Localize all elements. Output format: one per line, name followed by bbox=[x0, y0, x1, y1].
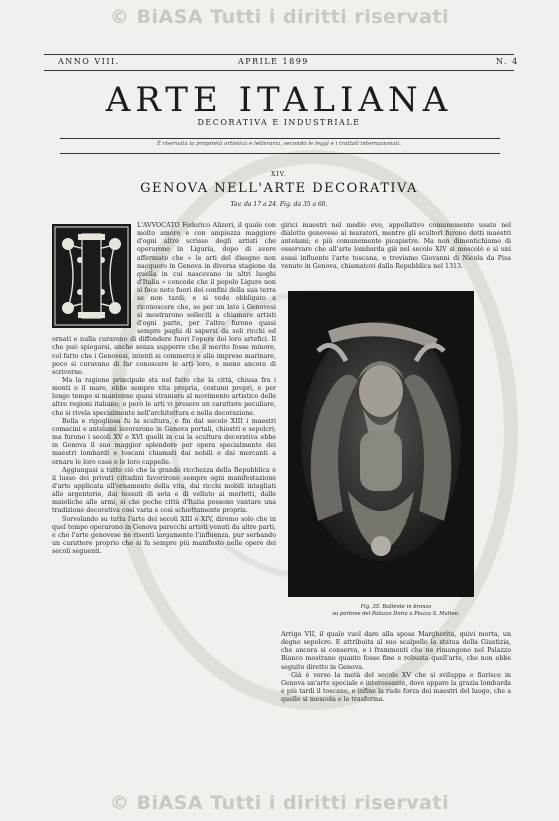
notice-rule-bottom bbox=[60, 153, 500, 154]
left-column bbox=[52, 222, 276, 757]
paragraph: Bella e rigogliosa fu la scultura, e fin dal secolo XIII i maestri comacini e antelami lavorarono in Genova portali, chiostri e sepolcri; ma furono i secoli XV e XVI quelli in cui la scultura decorativa ebbe in Genova il suo maggior splendore per opera specialmente dei maestri lombardi e toscani chiamati dai nobili e dai mercanti a ornare le loro case e le loro cappelle. bbox=[52, 417, 276, 466]
watermark-top: © BiASA Tutti i diritti riservati bbox=[109, 6, 450, 28]
masthead-title: ARTE ITALIANA bbox=[105, 80, 453, 120]
masthead-subtitle: DECORATIVA E INDUSTRIALE bbox=[197, 118, 361, 127]
paragraph: Sorvolando su tutta l'arte dei secoli XIII e XIV, diremo solo che in quel tempo operarono in Genova parecchi artisti venuti da altre parti, e che l'arte genovese ne risentì largamente l'influenza, pur serbando un carattere proprio che si fa sempre più manifesto nelle opere dei secoli seguenti. bbox=[52, 515, 276, 556]
paragraph: Ma la ragione principale sta nel fatto che la città, chiusa fra i monti e il mare, ebbe sempre vita propria, costumi propri, e per lungo tempo si mantenne quasi straniera al movimento artistico delle altre regioni italiane; e però le arti vi presero un carattere peculiare, che si rivela specialmente nell'architettura e nella decorazione. bbox=[52, 376, 276, 417]
paragraph: L'AVVOCATO Federico Alizeri, il quale con molto amore e con ampiezza maggiore d'ogni altro scrisse degli artisti che operarono in Liguria, dopo di avere affermato che « le arti del disegno non nacquero in Genova in diversa stagione da quella in cui nascevano in altri luoghi d'Italia » concede che il popolo Ligure non si fece noto fuori dei confini della sua terra se non tardi; e si vede obbligato a riconoscere che, se per un lato i Genovesi si mostrarono solleciti a chiamare artisti d'ogni parte, per l'altro furono quasi sempre paghi di sapersi da soli ricchi ed ornati e nulla curarono di diffondere fuori l'opera dei loro artefici. Il che può spiegarsi, anche senza supporre che il merito fosse minore, col fatto che i Genovesi, intenti ai commerci e alle imprese marinare, poco si curavano di far conoscere le arti loro, e meno ancora di scriverne. bbox=[52, 222, 276, 376]
paragraph: Già è verso la metà del secolo XV che si sviluppa e fiorisce in Genova un'arte speciale e interessante, dove appare la grazia lombarda e più tardi il toscano, e infine la rude forza dei maestri del luogo, che a quelle si mescola e le trasforma. bbox=[281, 671, 511, 704]
copyright-notice: È riservata la proprietà artistica e letteraria, secondo le leggi e i trattati internazionali. bbox=[157, 141, 401, 147]
article-title: GENOVA NELL'ARTE DECORATIVA bbox=[140, 181, 418, 196]
right-column-top bbox=[281, 222, 511, 287]
header-rule-bottom bbox=[44, 70, 514, 71]
caption-line: su portone del Palazzo Doria a Piazza S. Matteo. bbox=[332, 611, 460, 617]
paragraph: Arrigo VII, il quale vuol dare alla sposa Margherita, quivi morta, un degno sepolcro. E attribuita al suo scalpello la statua della Giustizia, che ancora si conserva, e i frammenti che ne rimangono nel Palazzo Bianco mostrano quanto fosse fine e robusta quell'arte, che non ebbe seguito diretto in Genova. bbox=[281, 631, 511, 671]
right-column-bottom bbox=[281, 631, 511, 759]
issue-number: N. 4 bbox=[496, 57, 519, 66]
paragraph: Aggiungasi a tutto ciò che la grande ricchezza della Repubblica e il lusso dei privati cittadini favorirono sempre ogni manifestazione d'arte applicata all'ornamento della vita, dai ricchi mobili intagliati alle argenterie, dai tessuti di seta e di velluto ai merletti, dalle maioliche alle armi, sì che poche città d'Italia possono vantare una tradizione decorativa così varia e così schiettamente propria. bbox=[52, 466, 276, 515]
header-rule-top bbox=[44, 54, 514, 55]
article-numeral: XIV. bbox=[271, 171, 287, 178]
bronze-door-knocker-photo bbox=[288, 291, 474, 597]
paragraph: girici maestri nel medio evo, appellativo comunemente usato nel dialetto genovese ai muratori, mentre gli scultori furono detti maestri antelami; e più comunemente picapietre. Ma non dimentichiamo di osservare che all'arte lombarda già nel secolo XIV si mescolò e si unì assai influente l'arte toscana, e troviamo Giovanni di Nicola da Pisa venuto in Genova, chiamatovi dalla Repubblica nel 1313. bbox=[281, 222, 511, 270]
issue-date: APRILE 1899 bbox=[238, 57, 309, 66]
notice-rule-top bbox=[60, 138, 500, 139]
plates-reference: Tav. da 17 a 24. Fig. da 35 a 60. bbox=[230, 201, 328, 208]
figure-caption bbox=[281, 604, 511, 618]
ornate-initial-icon bbox=[52, 224, 131, 328]
caption-line: Fig. 35. Battente in bronzo bbox=[360, 604, 432, 610]
watermark-bottom: © BiASA Tutti i diritti riservati bbox=[109, 792, 450, 814]
issue-year: ANNO VIII. bbox=[58, 57, 120, 66]
